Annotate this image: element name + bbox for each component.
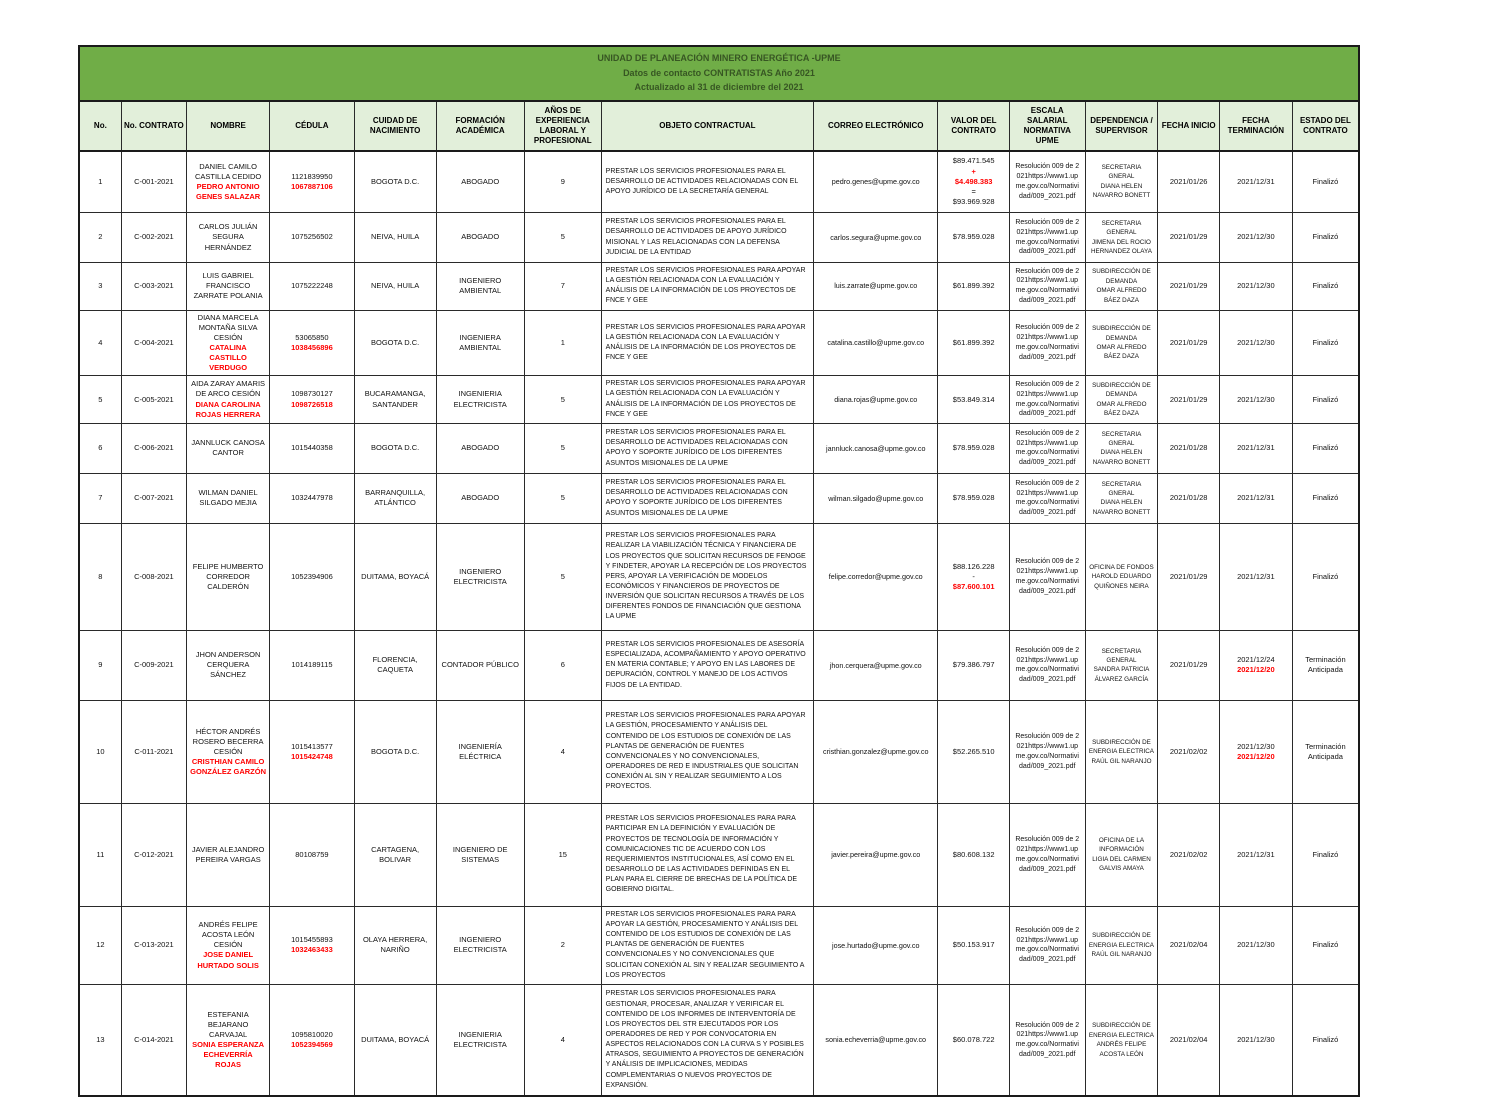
cell-cedula: 1075222248	[270, 263, 354, 311]
cell-correo: wilman.silgado@upme.gov.co	[814, 473, 938, 523]
cell-no: 11	[79, 803, 121, 906]
cell-estado: Finalizó	[1292, 423, 1359, 473]
cell-no: 3	[79, 263, 121, 311]
cell-no: 7	[79, 473, 121, 523]
cell-no: 8	[79, 523, 121, 630]
cell-correo: carlos.segura@upme.gov.co	[814, 213, 938, 263]
cell-contrato: C-003-2021	[121, 263, 186, 311]
cell-objeto: PRESTAR LOS SERVICIOS PROFESIONALES PARA EL DESARROLLO DE ACTIVIDADES RELACIONADAS CON APOYO Y SOPORTE JURÍDICO DE LOS DIFERENTES ASUNTOS MISIONALES DE LA UPME	[601, 423, 813, 473]
sheet-title-line2: Datos de contacto CONTRATISTAS Año 2021	[623, 67, 815, 78]
sheet-title-line1: UNIDAD DE PLANEACIÓN MINERO ENERGÉTICA -UPME	[597, 53, 841, 63]
cell-cedula: 80108759	[270, 803, 354, 906]
column-header-row	[79, 101, 1359, 151]
cell-objeto: PRESTAR LOS SERVICIOS PROFESIONALES PARA PARA APOYAR LA GESTIÓN, PROCESAMIENTO Y ANÁLISIS DEL CONTENIDO DE LOS ESTUDIOS DE CONEXIÓN DE LAS PLANTAS DE GENERACIÓN DE FUENTES CONVENCIONALES Y NO CONVENCIONALES QUE SOLICITAN CONEXIÓN AL SIN Y REALIZAR SEGUIMIENTO A LOS PROYECTOS	[601, 906, 813, 984]
cell-fecha-terminacion: 2021/12/30	[1219, 213, 1292, 263]
contract-row-C-012-2021	[79, 803, 1359, 906]
contractors-table	[78, 45, 1360, 1097]
cell-contrato: C-004-2021	[121, 310, 186, 376]
cell-escala: Resolución 009 de 2021https://www1.upme.gov.co/Normatividad/009_2021.pdf	[1009, 700, 1085, 803]
cell-fecha-inicio: 2021/02/02	[1158, 700, 1219, 803]
cell-ciudad: OLAYA HERRERA, NARIÑO	[354, 906, 436, 984]
contract-row-C-004-2021	[79, 310, 1359, 376]
cell-contrato: C-006-2021	[121, 423, 186, 473]
cell-no: 9	[79, 630, 121, 700]
contract-row-C-001-2021	[79, 151, 1359, 213]
column-header-formacion: FORMACIÓN ACADÉMICA	[436, 101, 524, 151]
cell-objeto: PRESTAR LOS SERVICIOS PROFESIONALES PARA PARA PARTICIPAR EN LA DEFINICIÓN Y EVALUACIÓN DE PROYECTOS DE TECNOLOGÍA DE INFORMACIÓN Y COMUNICACIONES TIC DE ACUERDO CON LOS REQUERIMIENTOS INSTITUCIONALES, ASÍ COMO EN EL DESARROLLO DE LAS ACTIVIDADES DEFINIDAS EN EL PLAN PARA EL CIERRE DE BRECHAS DE LA POLÍTICA DE GOBIERNO DIGITAL.	[601, 803, 813, 906]
contract-row-C-007-2021	[79, 473, 1359, 523]
cell-fecha-terminacion: 2021/12/31	[1219, 151, 1292, 213]
cell-contrato: C-013-2021	[121, 906, 186, 984]
cell-dependencia: SUBDIRECCIÓN DE ENERGIA ELECTRICA RAÚL GIL NARANJO	[1085, 906, 1158, 984]
column-header-estado: ESTADO DEL CONTRATO	[1292, 101, 1359, 151]
cell-correo: jhon.cerquera@upme.gov.co	[814, 630, 938, 700]
cell-estado: Finalizó	[1292, 984, 1359, 1096]
cell-valor: $61.899.392	[938, 263, 1010, 311]
cell-cedula: 1014189115	[270, 630, 354, 700]
column-header-contrato: No. CONTRATO	[121, 101, 186, 151]
cell-no: 1	[79, 151, 121, 213]
cell-estado: Finalizó	[1292, 213, 1359, 263]
cell-experiencia: 6	[524, 630, 601, 700]
cell-fecha-inicio: 2021/01/26	[1158, 151, 1219, 213]
cell-formacion: INGENIERIA ELECTRICISTA	[436, 376, 524, 424]
cell-correo: luis.zarrate@upme.gov.co	[814, 263, 938, 311]
cell-fecha-terminacion: 2021/12/31	[1219, 423, 1292, 473]
cell-ciudad: BUCARAMANGA, SANTANDER	[354, 376, 436, 424]
cell-valor: $79.386.797	[938, 630, 1010, 700]
cell-objeto: PRESTAR LOS SERVICIOS PROFESIONALES PARA EL DESARROLLO DE ACTIVIDADES DE APOYO JURÍDICO MISIONAL Y LAS RELACIONADAS CON LA DEFENSA JUDICIAL DE LA ENTIDAD	[601, 213, 813, 263]
cell-contrato: C-014-2021	[121, 984, 186, 1096]
cell-no: 10	[79, 700, 121, 803]
cell-formacion: INGENIERO AMBIENTAL	[436, 263, 524, 311]
cell-valor: $60.078.722	[938, 984, 1010, 1096]
cell-estado: Finalizó	[1292, 376, 1359, 424]
contract-row-C-009-2021	[79, 630, 1359, 700]
cell-ciudad: BOGOTA D.C.	[354, 310, 436, 376]
cell-escala: Resolución 009 de 2021https://www1.upme.gov.co/Normatividad/009_2021.pdf	[1009, 630, 1085, 700]
cell-cedula: 1095810020 1052394569	[270, 984, 354, 1096]
cell-contrato: C-002-2021	[121, 213, 186, 263]
contract-row-C-006-2021	[79, 423, 1359, 473]
cell-cedula: 1032447978	[270, 473, 354, 523]
cell-valor: $53.849.314	[938, 376, 1010, 424]
cell-contrato: C-012-2021	[121, 803, 186, 906]
cell-fecha-inicio: 2021/01/29	[1158, 213, 1219, 263]
column-header-valor: VALOR DEL CONTRATO	[938, 101, 1010, 151]
cell-estado: Finalizó	[1292, 523, 1359, 630]
cell-experiencia: 4	[524, 700, 601, 803]
cell-formacion: ABOGADO	[436, 213, 524, 263]
cell-estado: Finalizó	[1292, 803, 1359, 906]
cell-contrato: C-001-2021	[121, 151, 186, 213]
column-header-fecha-inicio: FECHA INICIO	[1158, 101, 1219, 151]
cell-no: 4	[79, 310, 121, 376]
cell-fecha-terminacion: 2021/12/30	[1219, 984, 1292, 1096]
cell-dependencia: SUBDIRECCIÓN DE DEMANDA OMAR ALFREDO BÁEZ DAZA	[1085, 310, 1158, 376]
cell-dependencia: SUBDIRECCIÓN DE ENERGIA ELECTRICA RAÚL GIL NARANJO	[1085, 700, 1158, 803]
cell-valor: $61.899.392	[938, 310, 1010, 376]
cell-experiencia: 4	[524, 984, 601, 1096]
cell-fecha-terminacion: 2021/12/31	[1219, 803, 1292, 906]
cell-fecha-terminacion: 2021/12/30 2021/12/20	[1219, 700, 1292, 803]
cell-formacion: INGENIERIA ELECTRICISTA	[436, 984, 524, 1096]
cell-estado: Finalizó	[1292, 151, 1359, 213]
cell-ciudad: CARTAGENA, BOLIVAR	[354, 803, 436, 906]
cell-nombre: FELIPE HUMBERTO CORREDOR CALDERÓN	[187, 523, 270, 630]
cell-objeto: PRESTAR LOS SERVICIOS PROFESIONALES PARA EL DESARROLLO DE ACTIVIDADES RELACIONADAS CON APOYO Y SOPORTE JURÍDICO DE LOS DIFERENTES ASUNTOS MISIONALES DE LA UPME	[601, 473, 813, 523]
cell-cedula: 1052394906	[270, 523, 354, 630]
cell-estado: Finalizó	[1292, 906, 1359, 984]
cell-valor: $52.265.510	[938, 700, 1010, 803]
cell-experiencia: 2	[524, 906, 601, 984]
cell-fecha-inicio: 2021/01/29	[1158, 523, 1219, 630]
cell-fecha-terminacion: 2021/12/30	[1219, 376, 1292, 424]
cell-nombre: JHON ANDERSON CERQUERA SÁNCHEZ	[187, 630, 270, 700]
cell-correo: catalina.castillo@upme.gov.co	[814, 310, 938, 376]
cell-no: 13	[79, 984, 121, 1096]
cell-formacion: INGENIERÍA ELÉCTRICA	[436, 700, 524, 803]
cell-formacion: INGENIERO DE SISTEMAS	[436, 803, 524, 906]
cell-fecha-terminacion: 2021/12/31	[1219, 473, 1292, 523]
cell-escala: Resolución 009 de 2021https://www1.upme.gov.co/Normatividad/009_2021.pdf	[1009, 473, 1085, 523]
cell-experiencia: 5	[524, 523, 601, 630]
cell-dependencia: SUBDIRECCIÓN DE DEMANDA OMAR ALFREDO BÁEZ DAZA	[1085, 263, 1158, 311]
contractors-sheet	[78, 45, 1360, 1097]
cell-cedula: 53065850 1038456896	[270, 310, 354, 376]
cell-objeto: PRESTAR LOS SERVICIOS PROFESIONALES PARA APOYAR LA GESTIÓN, PROCESAMIENTO Y ANÁLISIS DEL CONTENIDO DE LOS ESTUDIOS DE CONEXIÓN DE LAS PLANTAS DE GENERACIÓN DE FUENTES CONVENCIONALES Y NO CONVENCIONALES, OPERADORES DE RED E INDUSTRIALES QUE SOLICITAN CONEXIÓN AL SIN Y REALIZAR SEGUIMIENTO A LOS PROYECTOS.	[601, 700, 813, 803]
cell-experiencia: 5	[524, 376, 601, 424]
cell-nombre: ANDRÉS FELIPE ACOSTA LEÓN CESIÓN JOSE DANIEL HURTADO SOLIS	[187, 906, 270, 984]
cell-valor: $89.471.545 + $4.498.383 = $93.969.928	[938, 151, 1010, 213]
contract-row-C-005-2021	[79, 376, 1359, 424]
cell-fecha-inicio: 2021/01/29	[1158, 630, 1219, 700]
column-header-objeto: OBJETO CONTRACTUAL	[601, 101, 813, 151]
contract-row-C-014-2021	[79, 984, 1359, 1096]
cell-experiencia: 7	[524, 263, 601, 311]
cell-dependencia: OFICINA DE LA INFORMACIÓN LIGIA DEL CARMEN GALVIS AMAYA	[1085, 803, 1158, 906]
cell-estado: Terminación Anticipada	[1292, 700, 1359, 803]
cell-contrato: C-008-2021	[121, 523, 186, 630]
cell-ciudad: NEIVA, HUILA	[354, 213, 436, 263]
cell-nombre: WILMAN DANIEL SILGADO MEJIA	[187, 473, 270, 523]
cell-ciudad: DUITAMA, BOYACÁ	[354, 984, 436, 1096]
cell-experiencia: 5	[524, 473, 601, 523]
cell-valor: $50.153.917	[938, 906, 1010, 984]
cell-fecha-inicio: 2021/02/04	[1158, 984, 1219, 1096]
cell-dependencia: SUBDIRECCIÓN DE DEMANDA OMAR ALFREDO BÁEZ DAZA	[1085, 376, 1158, 424]
cell-nombre: DIANA MARCELA MONTAÑA SILVA CESIÓN CATALINA CASTILLO VERDUGO	[187, 310, 270, 376]
cell-valor: $80.608.132	[938, 803, 1010, 906]
cell-ciudad: BOGOTA D.C.	[354, 151, 436, 213]
cell-formacion: ABOGADO	[436, 151, 524, 213]
cell-escala: Resolución 009 de 2021https://www1.upme.gov.co/Normatividad/009_2021.pdf	[1009, 263, 1085, 311]
cell-nombre: CARLOS JULIÁN SEGURA HERNÁNDEZ	[187, 213, 270, 263]
cell-cedula: 1121839950 1067887106	[270, 151, 354, 213]
cell-dependencia: OFICINA DE FONDOS HAROLD EDUARDO QUIÑONES NEIRA	[1085, 523, 1158, 630]
column-header-fecha-terminacion: FECHA TERMINACIÓN	[1219, 101, 1292, 151]
sheet-title-line3: Actualizado al 31 de diciembre del 2021	[634, 82, 804, 92]
cell-fecha-terminacion: 2021/12/24 2021/12/20	[1219, 630, 1292, 700]
cell-experiencia: 5	[524, 213, 601, 263]
cell-nombre: DANIEL CAMILO CASTILLA CEDIDO PEDRO ANTONIO GENES SALAZAR	[187, 151, 270, 213]
cell-escala: Resolución 009 de 2021https://www1.upme.gov.co/Normatividad/009_2021.pdf	[1009, 310, 1085, 376]
cell-valor: $78.959.028	[938, 423, 1010, 473]
cell-fecha-inicio: 2021/01/29	[1158, 263, 1219, 311]
cell-experiencia: 1	[524, 310, 601, 376]
cell-fecha-inicio: 2021/02/02	[1158, 803, 1219, 906]
cell-escala: Resolución 009 de 2021https://www1.upme.gov.co/Normatividad/009_2021.pdf	[1009, 984, 1085, 1096]
cell-contrato: C-009-2021	[121, 630, 186, 700]
cell-correo: pedro.genes@upme.gov.co	[814, 151, 938, 213]
cell-cedula: 1015455893 1032463433	[270, 906, 354, 984]
cell-dependencia: SUBDIRECCIÓN DE ENERGIA ELECTRICA ANDRÉS FELIPE ACOSTA LEÓN	[1085, 984, 1158, 1096]
cell-fecha-inicio: 2021/01/29	[1158, 376, 1219, 424]
cell-cedula: 1098730127 1098726518	[270, 376, 354, 424]
column-header-escala: ESCALA SALARIAL NORMATIVA UPME	[1009, 101, 1085, 151]
cell-dependencia: SECRETARIA GNERAL DIANA HELEN NAVARRO BONETT	[1085, 423, 1158, 473]
cell-fecha-inicio: 2021/01/29	[1158, 310, 1219, 376]
cell-nombre: AIDA ZARAY AMARIS DE ARCO CESIÓN DIANA CAROLINA ROJAS HERRERA	[187, 376, 270, 424]
cell-no: 6	[79, 423, 121, 473]
sheet-title-band	[79, 46, 1359, 101]
cell-correo: jannluck.canosa@upme.gov.co	[814, 423, 938, 473]
cell-fecha-inicio: 2021/01/28	[1158, 423, 1219, 473]
cell-no: 2	[79, 213, 121, 263]
column-header-correo: CORREO ELECTRÓNICO	[814, 101, 938, 151]
contract-row-C-008-2021	[79, 523, 1359, 630]
cell-ciudad: BOGOTA D.C.	[354, 423, 436, 473]
contracts-tbody	[79, 151, 1359, 1097]
cell-contrato: C-005-2021	[121, 376, 186, 424]
cell-cedula: 1015413577 1015424748	[270, 700, 354, 803]
cell-escala: Resolución 009 de 2021https://www1.upme.gov.co/Normatividad/009_2021.pdf	[1009, 906, 1085, 984]
column-header-nombre: NOMBRE	[187, 101, 270, 151]
cell-correo: sonia.echeverria@upme.gov.co	[814, 984, 938, 1096]
cell-ciudad: FLORENCIA, CAQUETA	[354, 630, 436, 700]
cell-fecha-terminacion: 2021/12/31	[1219, 523, 1292, 630]
cell-fecha-inicio: 2021/01/28	[1158, 473, 1219, 523]
cell-cedula: 1015440358	[270, 423, 354, 473]
cell-escala: Resolución 009 de 2021https://www1.upme.gov.co/Normatividad/009_2021.pdf	[1009, 376, 1085, 424]
contract-row-C-013-2021	[79, 906, 1359, 984]
cell-experiencia: 5	[524, 423, 601, 473]
cell-contrato: C-011-2021	[121, 700, 186, 803]
cell-valor: $78.959.028	[938, 213, 1010, 263]
cell-experiencia: 15	[524, 803, 601, 906]
cell-ciudad: NEIVA, HUILA	[354, 263, 436, 311]
cell-valor: $78.959.028	[938, 473, 1010, 523]
cell-ciudad: DUITAMA, BOYACÁ	[354, 523, 436, 630]
column-header-dependencia: DEPENDENCIA / SUPERVISOR	[1085, 101, 1158, 151]
cell-estado: Finalizó	[1292, 310, 1359, 376]
column-header-ciudad: CUIDAD DE NACIMIENTO	[354, 101, 436, 151]
column-header-experiencia: AÑOS DE EXPERIENCIA LABORAL Y PROFESIONAL	[524, 101, 601, 151]
cell-objeto: PRESTAR LOS SERVICIOS PROFESIONALES PARA EL DESARROLLO DE ACTIVIDADES RELACIONADAS CON EL APOYO JURÍDICO DE LA SECRETARÍA GENERAL	[601, 151, 813, 213]
cell-nombre: JAVIER ALEJANDRO PEREIRA VARGAS	[187, 803, 270, 906]
cell-estado: Finalizó	[1292, 473, 1359, 523]
cell-escala: Resolución 009 de 2021https://www1.upme.gov.co/Normatividad/009_2021.pdf	[1009, 423, 1085, 473]
cell-objeto: PRESTAR LOS SERVICIOS PROFESIONALES PARA APOYAR LA GESTIÓN RELACIONADA CON LA EVALUACIÓN Y ANÁLISIS DE LA INFORMACIÓN DE LOS PROYECTOS DE FNCE Y GEE	[601, 376, 813, 424]
cell-ciudad: BARRANQUILLA, ATLÁNTICO	[354, 473, 436, 523]
cell-no: 5	[79, 376, 121, 424]
contract-row-C-002-2021	[79, 213, 1359, 263]
cell-dependencia: SECRETARIA GNERAL DIANA HELEN NAVARRO BONETT	[1085, 151, 1158, 213]
cell-formacion: ABOGADO	[436, 473, 524, 523]
cell-contrato: C-007-2021	[121, 473, 186, 523]
cell-formacion: INGENIERO ELECTRICISTA	[436, 906, 524, 984]
contract-row-C-011-2021	[79, 700, 1359, 803]
cell-correo: diana.rojas@upme.gov.co	[814, 376, 938, 424]
cell-formacion: INGENIERA AMBIENTAL	[436, 310, 524, 376]
cell-correo: felipe.corredor@upme.gov.co	[814, 523, 938, 630]
cell-nombre: HÉCTOR ANDRÉS ROSERO BECERRA CESIÓN CRISTHIAN CAMILO GONZÁLEZ GARZÓN	[187, 700, 270, 803]
cell-experiencia: 9	[524, 151, 601, 213]
cell-fecha-terminacion: 2021/12/30	[1219, 906, 1292, 984]
cell-escala: Resolución 009 de 2021https://www1.upme.gov.co/Normatividad/009_2021.pdf	[1009, 523, 1085, 630]
cell-objeto: PRESTAR LOS SERVICIOS PROFESIONALES PARA GESTIONAR, PROCESAR, ANALIZAR Y VERIFICAR EL CONTENIDO DE LOS INFORMES DE INTERVENTORÍA DE LOS PROYECTOS DEL STR EJECUTADOS POR LOS OPERADORES DE RED Y POR CONVOCATORIA EN ASPECTOS RELACIONADOS CON LA CURVA S Y POSIBLES ATRASOS, SEGUIMIENTO A PROYECTOS DE GENERACIÓN Y ANÁLISIS DE IMPLICACIONES, MEDIDAS COMPLEMENTARIAS O NUEVOS PROYECTOS DE EXPANSIÓN.	[601, 984, 813, 1096]
cell-dependencia: SECRETARIA GENERAL JIMENA DEL ROCIO HERNANDEZ OLAYA	[1085, 213, 1158, 263]
cell-no: 12	[79, 906, 121, 984]
cell-cedula: 1075256502	[270, 213, 354, 263]
cell-nombre: ESTEFANIA BEJARANO CARVAJAL SONIA ESPERANZA ECHEVERRÍA ROJAS	[187, 984, 270, 1096]
contract-row-C-003-2021	[79, 263, 1359, 311]
cell-correo: jose.hurtado@upme.gov.co	[814, 906, 938, 984]
cell-objeto: PRESTAR LOS SERVICIOS PROFESIONALES DE ASESORÍA ESPECIALIZADA, ACOMPAÑAMIENTO Y APOYO OPERATIVO EN MATERIA CONTABLE; Y APOYO EN LAS LABORES DE DEPURACIÓN, CONTROL Y MANEJO DE LOS ACTIVOS FIJOS DE LA ENTIDAD.	[601, 630, 813, 700]
cell-objeto: PRESTAR LOS SERVICIOS PROFESIONALES PARA APOYAR LA GESTIÓN RELACIONADA CON LA EVALUACIÓN Y ANÁLISIS DE LA INFORMACIÓN DE LOS PROYECTOS DE FNCE Y GEE	[601, 310, 813, 376]
cell-fecha-inicio: 2021/02/04	[1158, 906, 1219, 984]
cell-fecha-terminacion: 2021/12/30	[1219, 263, 1292, 311]
cell-estado: Finalizó	[1292, 263, 1359, 311]
column-header-cedula: CÉDULA	[270, 101, 354, 151]
cell-nombre: LUIS GABRIEL FRANCISCO ZARRATE POLANIA	[187, 263, 270, 311]
column-header-no: No.	[79, 101, 121, 151]
cell-escala: Resolución 009 de 2021https://www1.upme.gov.co/Normatividad/009_2021.pdf	[1009, 803, 1085, 906]
cell-escala: Resolución 009 de 2021https://www1.upme.gov.co/Normatividad/009_2021.pdf	[1009, 213, 1085, 263]
cell-dependencia: SECRETARIA GENERAL SANDRA PATRICIA ÁLVAREZ GARCÍA	[1085, 630, 1158, 700]
cell-fecha-terminacion: 2021/12/30	[1219, 310, 1292, 376]
cell-dependencia: SECRETARIA GNERAL DIANA HELEN NAVARRO BONETT	[1085, 473, 1158, 523]
cell-valor: $88.126.228 - $87.600.101	[938, 523, 1010, 630]
cell-formacion: CONTADOR PÚBLICO	[436, 630, 524, 700]
cell-objeto: PRESTAR LOS SERVICIOS PROFESIONALES PARA APOYAR LA GESTIÓN RELACIONADA CON LA EVALUACIÓN Y ANÁLISIS DE LA INFORMACIÓN DE LOS PROYECTOS DE FNCE Y GEE	[601, 263, 813, 311]
cell-correo: javier.pereira@upme.gov.co	[814, 803, 938, 906]
cell-escala: Resolución 009 de 2021https://www1.upme.gov.co/Normatividad/009_2021.pdf	[1009, 151, 1085, 213]
cell-correo: cristhian.gonzalez@upme.gov.co	[814, 700, 938, 803]
cell-formacion: ABOGADO	[436, 423, 524, 473]
cell-ciudad: BOGOTA D.C.	[354, 700, 436, 803]
cell-objeto: PRESTAR LOS SERVICIOS PROFESIONALES PARA REALIZAR LA VIABILIZACIÓN TÉCNICA Y FINANCIERA DE LOS PROYECTOS QUE SOLICITAN RECURSOS DE FENOGE Y FINDETER, APOYAR LA RECEPCIÓN DE LOS PROYECTOS PERS, APOYAR LA VERIFICACIÓN DE MODELOS ECONÓMICOS Y FINANCIEROS DE PROYECTOS DE INVERSIÓN QUE SOLICITAN RECURSOS A TRAVÉS DE LOS DIFERENTES FONDOS DE FINANCIACIÓN QUE GESTIONA LA UPME	[601, 523, 813, 630]
cell-estado: Terminación Anticipada	[1292, 630, 1359, 700]
cell-nombre: JANNLUCK CANOSA CANTOR	[187, 423, 270, 473]
cell-formacion: INGENIERO ELECTRICISTA	[436, 523, 524, 630]
